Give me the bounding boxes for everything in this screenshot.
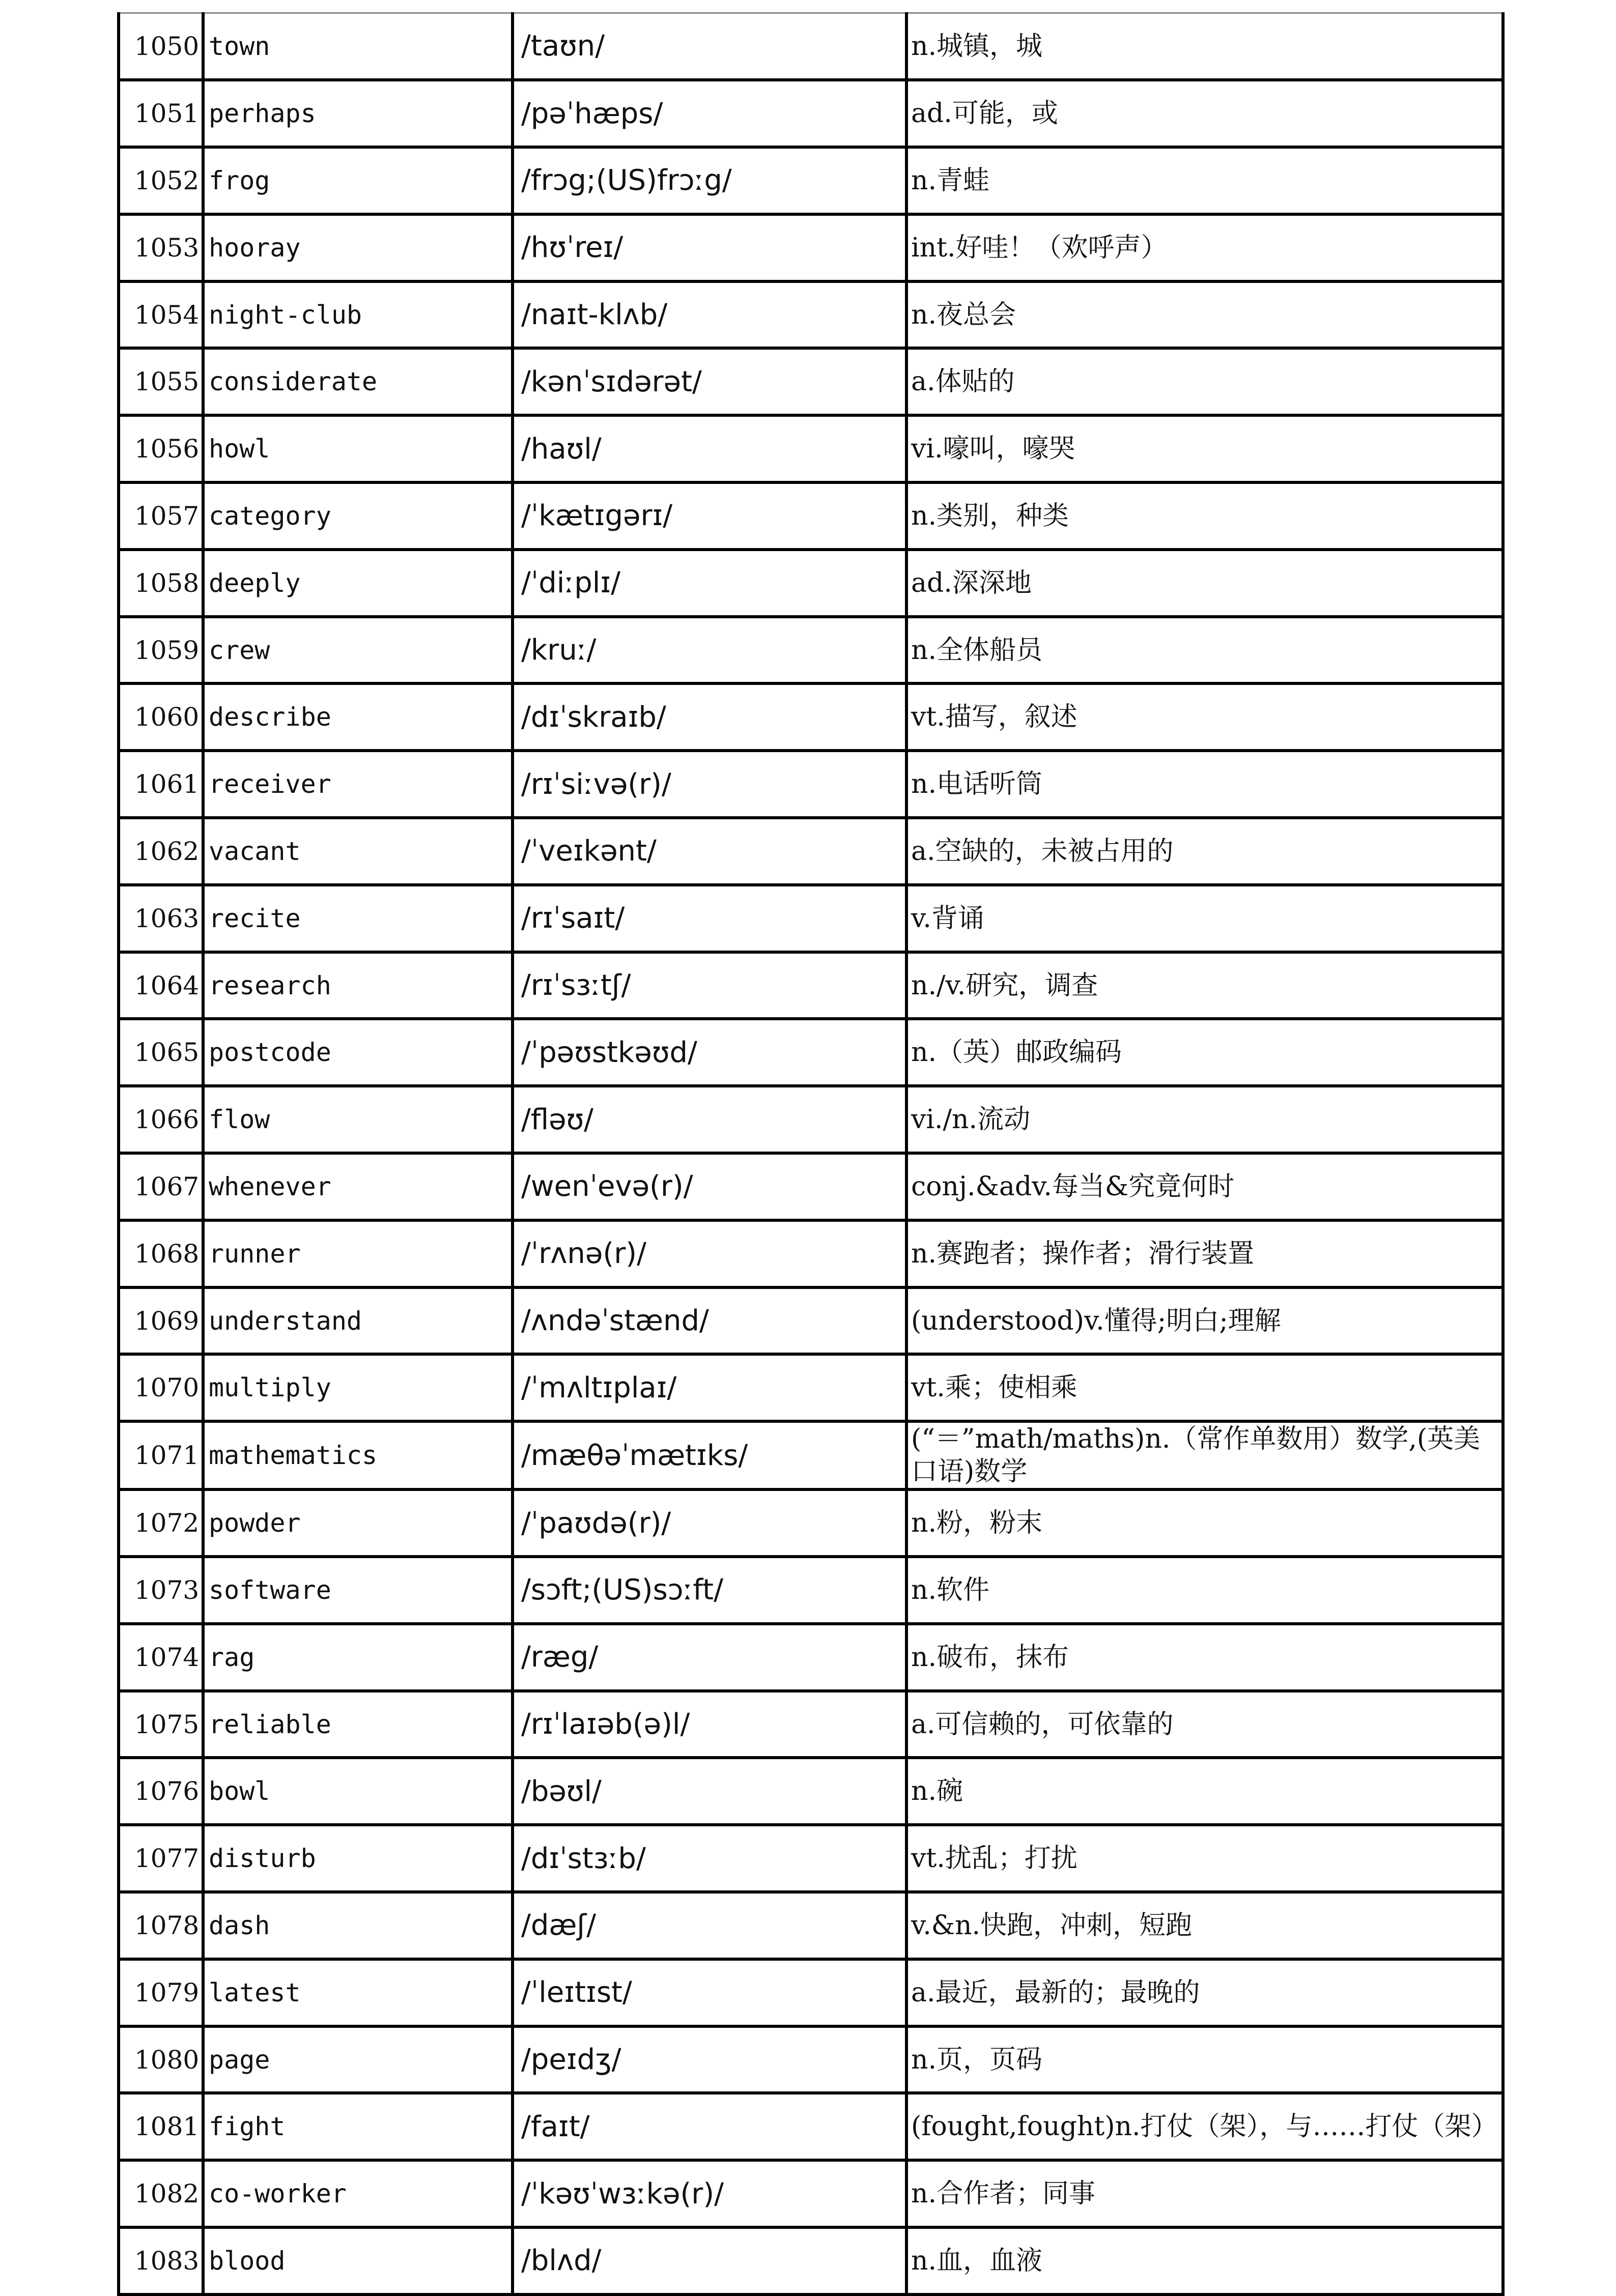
entry-pronunciation: /ˈmʌltɪplaɪ/ (513, 1354, 906, 1421)
entry-pronunciation: /rɪˈsɜːtʃ/ (513, 952, 906, 1019)
table-row (119, 1758, 1503, 1825)
entry-word: describe (203, 683, 513, 751)
entry-pronunciation: /rɪˈlaɪəb(ə)l/ (513, 1691, 906, 1758)
vocabulary-table (117, 12, 1505, 2296)
entry-meaning: n.青蛙 (906, 147, 1503, 214)
entry-pronunciation: /rɪˈsaɪt/ (513, 885, 906, 952)
entry-meaning: n.夜总会 (906, 281, 1503, 349)
entry-meaning: ad.可能，或 (906, 80, 1503, 147)
entry-meaning: n.城镇，城 (906, 13, 1503, 80)
entry-number: 1061 (119, 751, 203, 818)
entry-pronunciation: /ˈpaʊdə(r)/ (513, 1489, 906, 1557)
table-row (119, 1421, 1503, 1489)
entry-meaning: (fought,fought)n.打仗（架），与……打仗（架） (906, 2093, 1503, 2160)
entry-word: understand (203, 1287, 513, 1355)
entry-meaning: ad.深深地 (906, 550, 1503, 617)
table-row (119, 1287, 1503, 1355)
entry-number: 1079 (119, 1959, 203, 2026)
entry-number: 1068 (119, 1220, 203, 1287)
entry-word: hooray (203, 214, 513, 281)
entry-word: fight (203, 2093, 513, 2160)
table-row (119, 683, 1503, 751)
entry-number: 1066 (119, 1086, 203, 1153)
table-row (119, 2026, 1503, 2093)
entry-pronunciation: /ˈleɪtɪst/ (513, 1959, 906, 2026)
entry-meaning: vt.描写，叙述 (906, 683, 1503, 751)
entry-meaning: (understood)v.懂得;明白;理解 (906, 1287, 1503, 1355)
entry-word: deeply (203, 550, 513, 617)
entry-number: 1054 (119, 281, 203, 349)
table-row (119, 281, 1503, 349)
table-row (119, 482, 1503, 550)
entry-word: page (203, 2026, 513, 2093)
table-row (119, 818, 1503, 885)
entry-pronunciation: /blʌd/ (513, 2227, 906, 2294)
entry-pronunciation: /kruː/ (513, 617, 906, 684)
entry-word: reliable (203, 1691, 513, 1758)
entry-meaning: n.血，血液 (906, 2227, 1503, 2294)
entry-word: rag (203, 1624, 513, 1691)
entry-word: disturb (203, 1825, 513, 1892)
entry-word: considerate (203, 348, 513, 415)
table-row (119, 2160, 1503, 2227)
entry-word: howl (203, 415, 513, 482)
entry-number: 1067 (119, 1153, 203, 1220)
entry-number: 1055 (119, 348, 203, 415)
table-row (119, 2093, 1503, 2160)
entry-number: 1076 (119, 1758, 203, 1825)
entry-number: 1082 (119, 2160, 203, 2227)
entry-pronunciation: /ˈrʌnə(r)/ (513, 1220, 906, 1287)
entry-word: town (203, 13, 513, 80)
table-row (119, 348, 1503, 415)
entry-meaning: n.破布，抹布 (906, 1624, 1503, 1691)
entry-number: 1073 (119, 1557, 203, 1624)
entry-number: 1062 (119, 818, 203, 885)
entry-meaning: n.粉，粉末 (906, 1489, 1503, 1557)
entry-meaning: n.赛跑者；操作者；滑行装置 (906, 1220, 1503, 1287)
entry-pronunciation: /naɪt-klʌb/ (513, 281, 906, 349)
entry-pronunciation: /hʊˈreɪ/ (513, 214, 906, 281)
table-row (119, 1825, 1503, 1892)
entry-meaning: n.软件 (906, 1557, 1503, 1624)
table-row (119, 1354, 1503, 1421)
entry-number: 1058 (119, 550, 203, 617)
table-row (119, 1624, 1503, 1691)
entry-number: 1063 (119, 885, 203, 952)
entry-meaning: n.全体船员 (906, 617, 1503, 684)
entry-word: whenever (203, 1153, 513, 1220)
entry-word: receiver (203, 751, 513, 818)
entry-meaning: n.页，页码 (906, 2026, 1503, 2093)
entry-pronunciation: /kənˈsɪdərət/ (513, 348, 906, 415)
entry-pronunciation: /dɪˈstɜːb/ (513, 1825, 906, 1892)
entry-number: 1070 (119, 1354, 203, 1421)
entry-meaning: int.好哇！（欢呼声） (906, 214, 1503, 281)
entry-word: frog (203, 147, 513, 214)
table-row (119, 1557, 1503, 1624)
table-row (119, 1153, 1503, 1220)
entry-pronunciation: /ˈdiːplɪ/ (513, 550, 906, 617)
entry-word: software (203, 1557, 513, 1624)
entry-meaning: a.最近，最新的；最晚的 (906, 1959, 1503, 2026)
entry-number: 1081 (119, 2093, 203, 2160)
entry-meaning: a.可信赖的，可依靠的 (906, 1691, 1503, 1758)
entry-meaning: n./v.研究，调查 (906, 952, 1503, 1019)
entry-number: 1071 (119, 1421, 203, 1489)
entry-pronunciation: /pəˈhæps/ (513, 80, 906, 147)
table-row (119, 751, 1503, 818)
table-row (119, 1489, 1503, 1557)
entry-pronunciation: /wenˈevə(r)/ (513, 1153, 906, 1220)
entry-pronunciation: /ʌndəˈstænd/ (513, 1287, 906, 1355)
entry-word: dash (203, 1892, 513, 1959)
entry-pronunciation: /dɪˈskraɪb/ (513, 683, 906, 751)
entry-number: 1077 (119, 1825, 203, 1892)
table-row (119, 1691, 1503, 1758)
entry-word: latest (203, 1959, 513, 2026)
entry-number: 1053 (119, 214, 203, 281)
entry-meaning: n.（英）邮政编码 (906, 1019, 1503, 1086)
entry-pronunciation: /mæθəˈmætɪks/ (513, 1421, 906, 1489)
table-row (119, 13, 1503, 80)
entry-meaning: a.空缺的，未被占用的 (906, 818, 1503, 885)
entry-word: multiply (203, 1354, 513, 1421)
entry-pronunciation: /fləʊ/ (513, 1086, 906, 1153)
entry-meaning: n.碗 (906, 1758, 1503, 1825)
entry-pronunciation: /ˈpəʊstkəʊd/ (513, 1019, 906, 1086)
entry-word: runner (203, 1220, 513, 1287)
vocabulary-table-body (119, 13, 1503, 2294)
table-row (119, 885, 1503, 952)
entry-word: powder (203, 1489, 513, 1557)
entry-number: 1074 (119, 1624, 203, 1691)
table-row (119, 214, 1503, 281)
table-row (119, 1959, 1503, 2026)
entry-word: bowl (203, 1758, 513, 1825)
entry-meaning: n.类别，种类 (906, 482, 1503, 550)
table-row (119, 617, 1503, 684)
entry-meaning: (“＝”math/maths)n.（常作单数用）数学,(英美口语)数学 (906, 1421, 1503, 1489)
entry-word: crew (203, 617, 513, 684)
entry-word: recite (203, 885, 513, 952)
entry-word: blood (203, 2227, 513, 2294)
entry-meaning: conj.&adv.每当&究竟何时 (906, 1153, 1503, 1220)
entry-number: 1052 (119, 147, 203, 214)
table-row (119, 1220, 1503, 1287)
entry-pronunciation: /faɪt/ (513, 2093, 906, 2160)
entry-number: 1060 (119, 683, 203, 751)
entry-word: research (203, 952, 513, 1019)
entry-meaning: vi.嚎叫，嚎哭 (906, 415, 1503, 482)
entry-pronunciation: /frɔg;(US)frɔːg/ (513, 147, 906, 214)
entry-number: 1057 (119, 482, 203, 550)
table-row (119, 550, 1503, 617)
entry-word: vacant (203, 818, 513, 885)
entry-meaning: vt.扰乱；打扰 (906, 1825, 1503, 1892)
entry-pronunciation: /sɔft;(US)sɔːft/ (513, 1557, 906, 1624)
entry-number: 1083 (119, 2227, 203, 2294)
table-row (119, 2227, 1503, 2294)
entry-meaning: vt.乘；使相乘 (906, 1354, 1503, 1421)
entry-meaning: v.&n.快跑，冲刺，短跑 (906, 1892, 1503, 1959)
entry-word: mathematics (203, 1421, 513, 1489)
entry-number: 1080 (119, 2026, 203, 2093)
table-row (119, 1019, 1503, 1086)
entry-word: flow (203, 1086, 513, 1153)
entry-meaning: v.背诵 (906, 885, 1503, 952)
table-row (119, 80, 1503, 147)
entry-number: 1050 (119, 13, 203, 80)
entry-word: co-worker (203, 2160, 513, 2227)
entry-word: night-club (203, 281, 513, 349)
entry-number: 1064 (119, 952, 203, 1019)
table-row (119, 147, 1503, 214)
table-row (119, 1892, 1503, 1959)
entry-number: 1065 (119, 1019, 203, 1086)
entry-meaning: n.合作者；同事 (906, 2160, 1503, 2227)
entry-pronunciation: /rɪˈsiːvə(r)/ (513, 751, 906, 818)
entry-meaning: n.电话听筒 (906, 751, 1503, 818)
table-row (119, 1086, 1503, 1153)
table-row (119, 415, 1503, 482)
entry-word: postcode (203, 1019, 513, 1086)
entry-number: 1059 (119, 617, 203, 684)
entry-pronunciation: /bəʊl/ (513, 1758, 906, 1825)
entry-pronunciation: /ˈkætɪgərɪ/ (513, 482, 906, 550)
entry-meaning: vi./n.流动 (906, 1086, 1503, 1153)
entry-meaning: a.体贴的 (906, 348, 1503, 415)
entry-number: 1078 (119, 1892, 203, 1959)
entry-pronunciation: /haʊl/ (513, 415, 906, 482)
entry-word: category (203, 482, 513, 550)
entry-number: 1056 (119, 415, 203, 482)
entry-pronunciation: /peɪdʒ/ (513, 2026, 906, 2093)
table-row (119, 952, 1503, 1019)
entry-pronunciation: /ræg/ (513, 1624, 906, 1691)
entry-number: 1072 (119, 1489, 203, 1557)
entry-number: 1075 (119, 1691, 203, 1758)
entry-pronunciation: /dæʃ/ (513, 1892, 906, 1959)
entry-number: 1051 (119, 80, 203, 147)
entry-pronunciation: /ˈveɪkənt/ (513, 818, 906, 885)
entry-word: perhaps (203, 80, 513, 147)
entry-number: 1069 (119, 1287, 203, 1355)
entry-pronunciation: /ˈkəʊˈwɜːkə(r)/ (513, 2160, 906, 2227)
entry-pronunciation: /taʊn/ (513, 13, 906, 80)
